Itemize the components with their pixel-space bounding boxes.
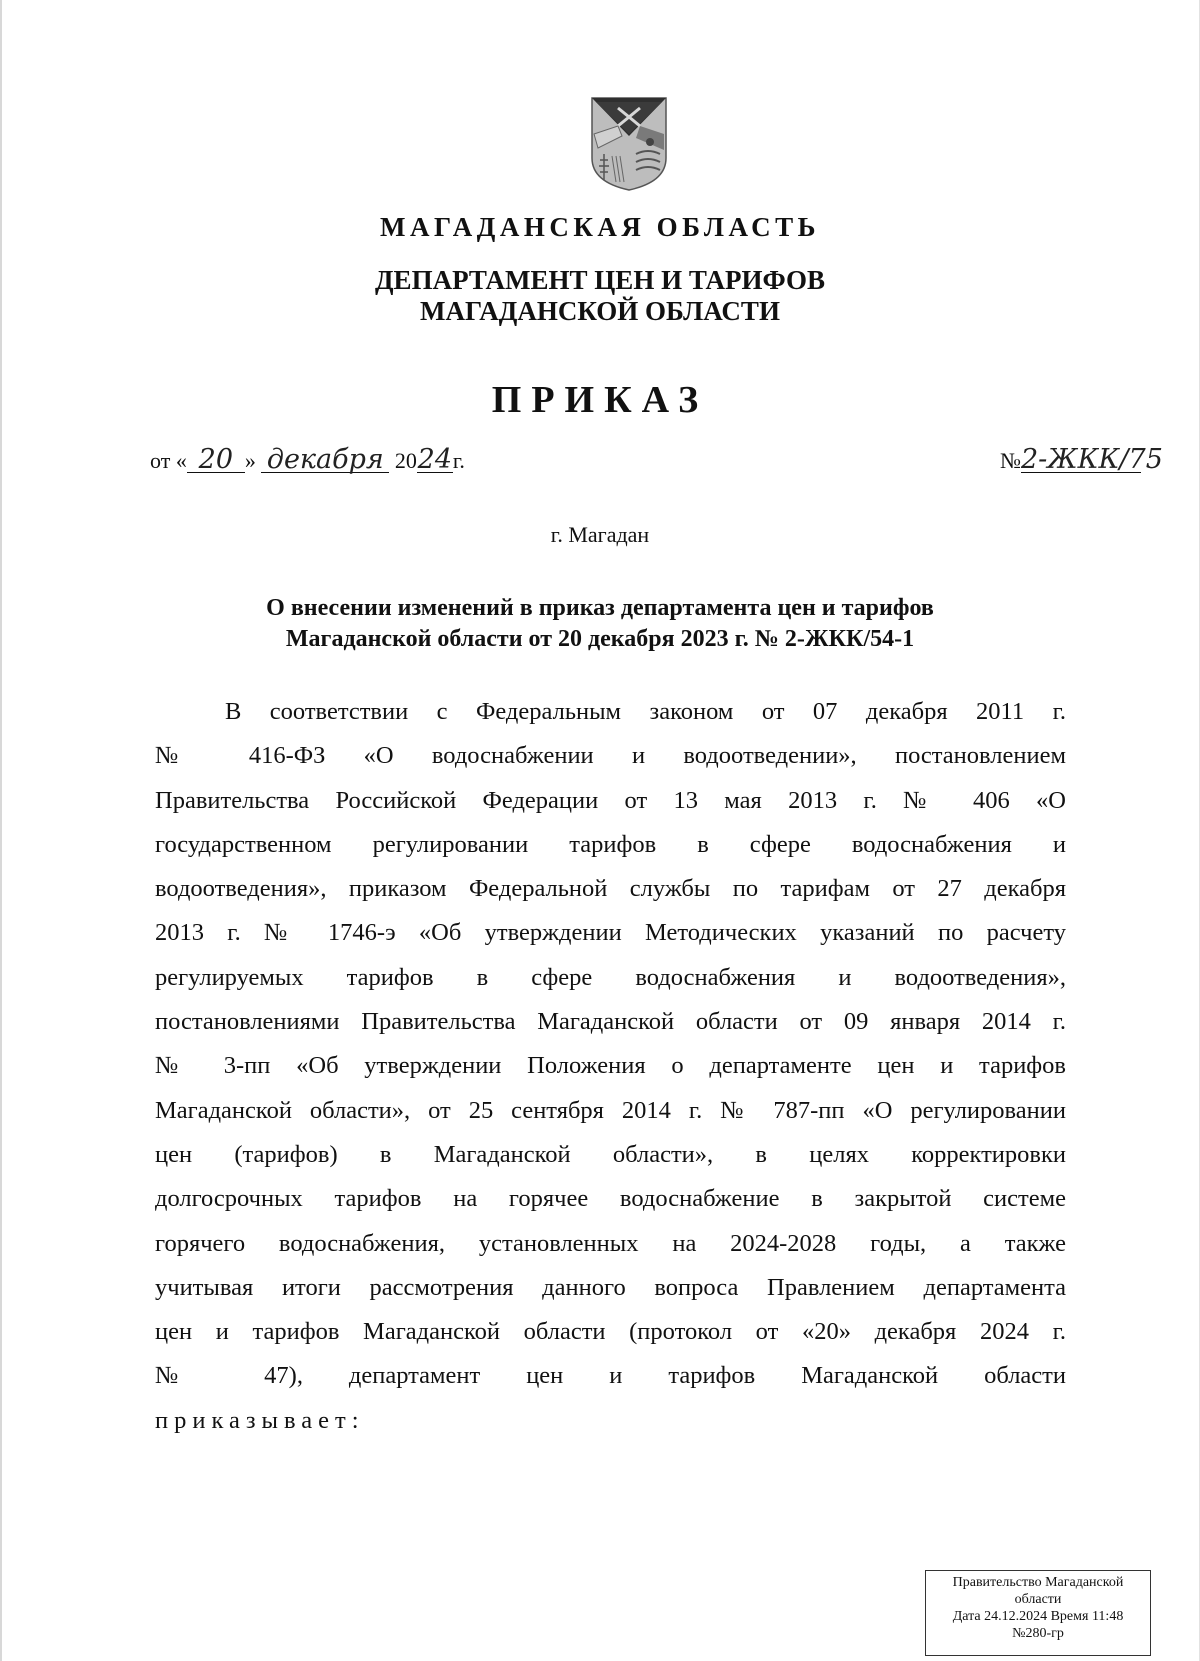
body-line: Правительства Российской Федерации от 13 мая 2013 г. № 406 «О — [155, 786, 1066, 814]
region-title: МАГАДАНСКАЯ ОБЛАСТЬ — [380, 212, 820, 242]
closing-word: приказывает: — [155, 1406, 365, 1434]
body-line: Магаданской области», от 25 сентября 2014 г. № 787-пп «О регулировании — [155, 1096, 1066, 1124]
subject-line1: О внесении изменений в приказ департамента цен и тарифов — [266, 595, 934, 621]
order-number — [1000, 444, 1163, 475]
department-title-line2: МАГАДАНСКОЙ ОБЛАСТИ — [420, 296, 780, 326]
date-suffix: г. — [452, 448, 465, 473]
number-sign: № — [1000, 448, 1021, 473]
body-line: регулируемых тарифов в сфере водоснабжения и водоотведения», — [155, 963, 1066, 991]
body-line: государственном регулировании тарифов в сфере водоснабжения и — [155, 830, 1066, 858]
body-line: цен и тарифов Магаданской области (протокол от «20» декабря 2024 г. — [155, 1318, 1066, 1346]
coat-of-arms-icon — [590, 96, 668, 192]
body-line: 2013 г. № 1746-э «Об утверждении Методических указаний по расчету — [155, 919, 1066, 947]
body-line: постановлениями Правительства Магаданской области от 09 января 2014 г. — [155, 1008, 1066, 1036]
date-year-suffix: 24 — [417, 444, 452, 475]
date-month: декабря — [261, 448, 389, 473]
body-line: В соответствии с Федеральным законом от 07 декабря 2011 г. — [225, 698, 1066, 725]
date-year-prefix: 20 — [394, 448, 417, 473]
body-line: № 3-пп «Об утверждении Положения о департаменте цен и тарифов — [155, 1052, 1066, 1080]
body-line: № 416-ФЗ «О водоснабжении и водоотведении», постановлением — [155, 742, 1066, 770]
document-type-title: ПРИКАЗ — [491, 379, 709, 421]
stamp-line3: Дата 24.12.2024 Время 11:48 — [952, 1609, 1124, 1624]
body-line: долгосрочных тарифов на горячее водоснабжение в закрытой системе — [155, 1185, 1066, 1213]
body-line: горячего водоснабжения, установленных на 2024-2028 годы, а также — [155, 1229, 1066, 1257]
date-day: 20 — [187, 448, 245, 473]
body-line: цен (тарифов) в Магаданской области», в целях корректировки — [155, 1140, 1066, 1168]
stamp-line2: области — [1014, 1592, 1062, 1607]
stamp-line1: Правительство Магаданской — [952, 1575, 1124, 1590]
order-subject — [0, 593, 1200, 655]
order-date — [150, 444, 465, 475]
department-title-line1: ДЕПАРТАМЕНТ ЦЕН И ТАРИФОВ — [374, 265, 826, 295]
order-body — [155, 690, 1066, 1443]
body-line: № 47), департамент цен и тарифов Магаданской области — [155, 1362, 1066, 1390]
body-line: учитывая итоги рассмотрения данного вопроса Правлением департамента — [155, 1273, 1066, 1301]
registration-stamp — [925, 1570, 1151, 1656]
date-prefix: от « — [150, 448, 187, 473]
number-value: 2-ЖКК/75 — [1021, 444, 1163, 475]
city-line: г. Магадан — [550, 522, 650, 547]
body-line: водоотведения», приказом Федеральной службы по тарифам от 27 декабря — [155, 875, 1066, 903]
subject-line2: Магаданской области от 20 декабря 2023 г. № 2-ЖКК/54-1 — [285, 626, 915, 652]
department-title — [0, 265, 1200, 327]
date-day-close: » — [244, 448, 256, 473]
stamp-line4: №280-гр — [1012, 1626, 1064, 1641]
scan-left-edge — [0, 0, 2, 1661]
